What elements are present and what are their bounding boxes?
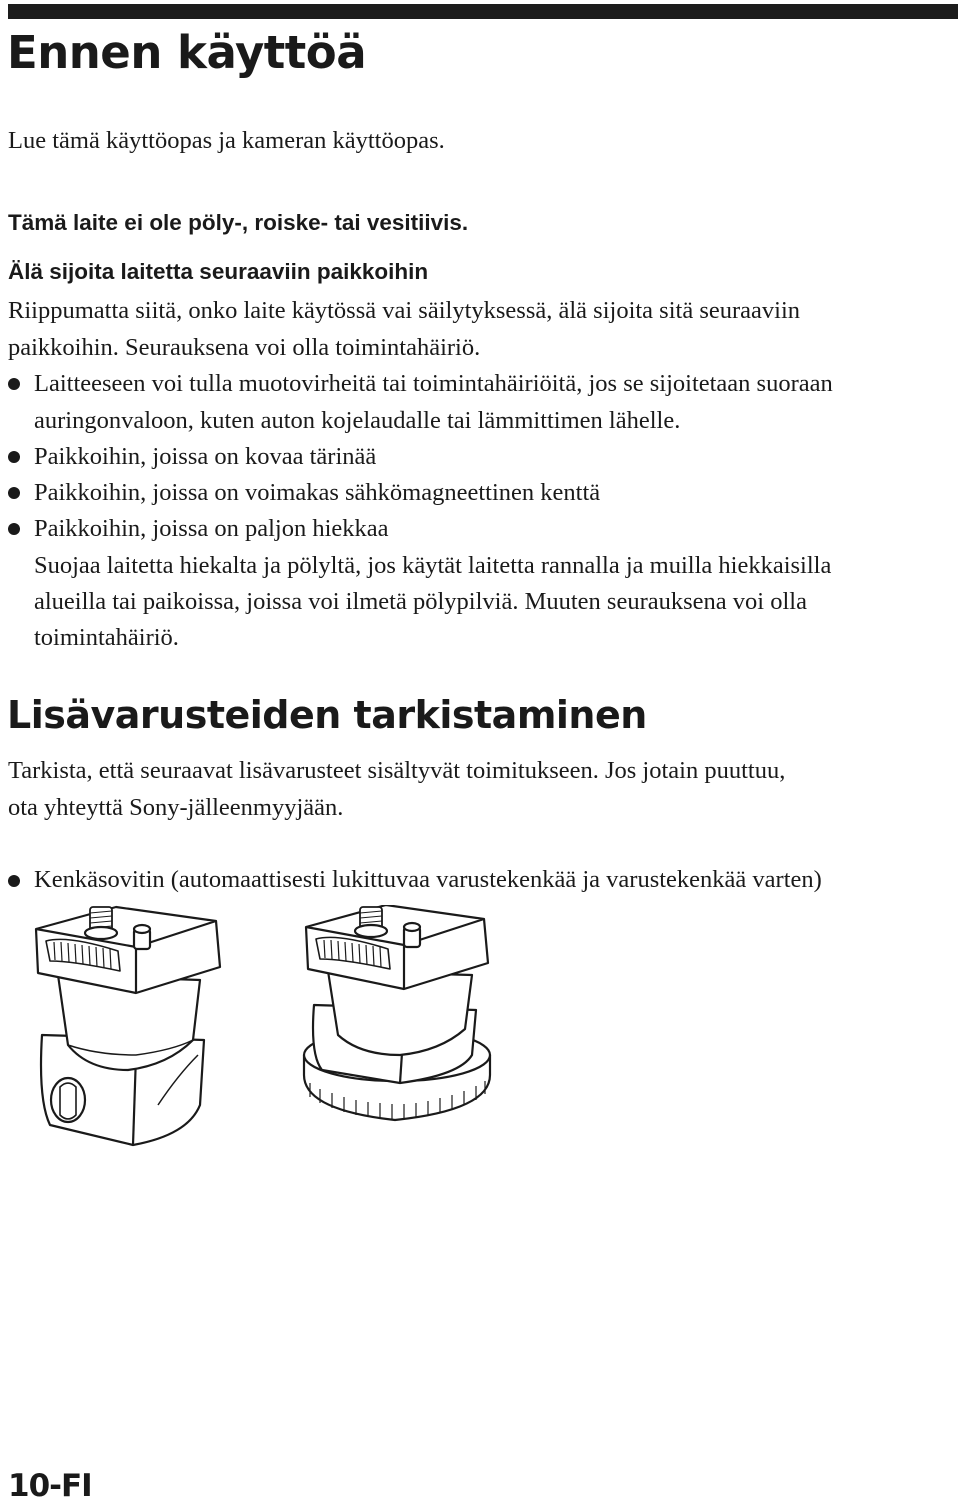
shoe-adapter-lock-illustration [28,905,238,1155]
bullet-text: Paikkoihin, joissa on kovaa tärinää [34,443,377,470]
section-heading: Lisävarusteiden tarkistaminen [7,693,647,737]
page-number: 10-FI [8,1468,92,1504]
placement-paragraph-line: Riippumatta siitä, onko laite käytössä vai säilytyksessä, älä sijoita sitä seuraaviin [8,297,801,324]
top-rule [8,4,958,19]
bullet-text: Suojaa laitetta hiekalta ja pölyltä, jos käytät laitetta rannalla ja muilla hiekkaisilla [34,552,832,579]
accessories-paragraph-line: Tarkista, että seuraavat lisävarusteet sisältyvät toimitukseen. Jos jotain puuttuu, [8,757,786,784]
bullet-dot [8,875,20,887]
bullet-text: alueilla tai paikoissa, joissa voi ilmetä pölypilviä. Muuten seurauksena voi olla [34,588,807,615]
dust-notice: Tämä laite ei ole pöly-, roiske- tai vesitiivis. [8,210,469,235]
accessories-paragraph-line: ota yhteyttä Sony-jälleenmyyjään. [8,794,344,821]
shoe-adapter-ring-illustration [300,905,500,1155]
placement-subheading: Älä sijoita laitetta seuraaviin paikkoihin [8,259,429,284]
bullet-text: Laitteeseen voi tulla muotovirheitä tai toimintahäiriöitä, jos se sijoitetaan suoraan [34,370,833,397]
bullet-dot [8,487,20,499]
accessory-item: Kenkäsovitin (automaattisesti lukittuvaa varustekenkää ja varustekenkää varten) [34,866,822,893]
bullet-text: Paikkoihin, joissa on voimakas sähkömagneettinen kenttä [34,479,601,506]
intro-text: Lue tämä käyttöopas ja kameran käyttöopas. [8,127,445,154]
bullet-dot [8,523,20,535]
bullet-text: Paikkoihin, joissa on paljon hiekkaa [34,515,389,542]
bullet-text: auringonvaloon, kuten auton kojelaudalle tai lämmittimen lähelle. [34,407,681,434]
placement-paragraph-line: paikkoihin. Seurauksena voi olla toimintahäiriö. [8,334,481,361]
bullet-dot [8,451,20,463]
page-title: Ennen käyttöä [7,26,367,79]
bullet-text: toimintahäiriö. [34,624,179,651]
bullet-dot [8,378,20,390]
